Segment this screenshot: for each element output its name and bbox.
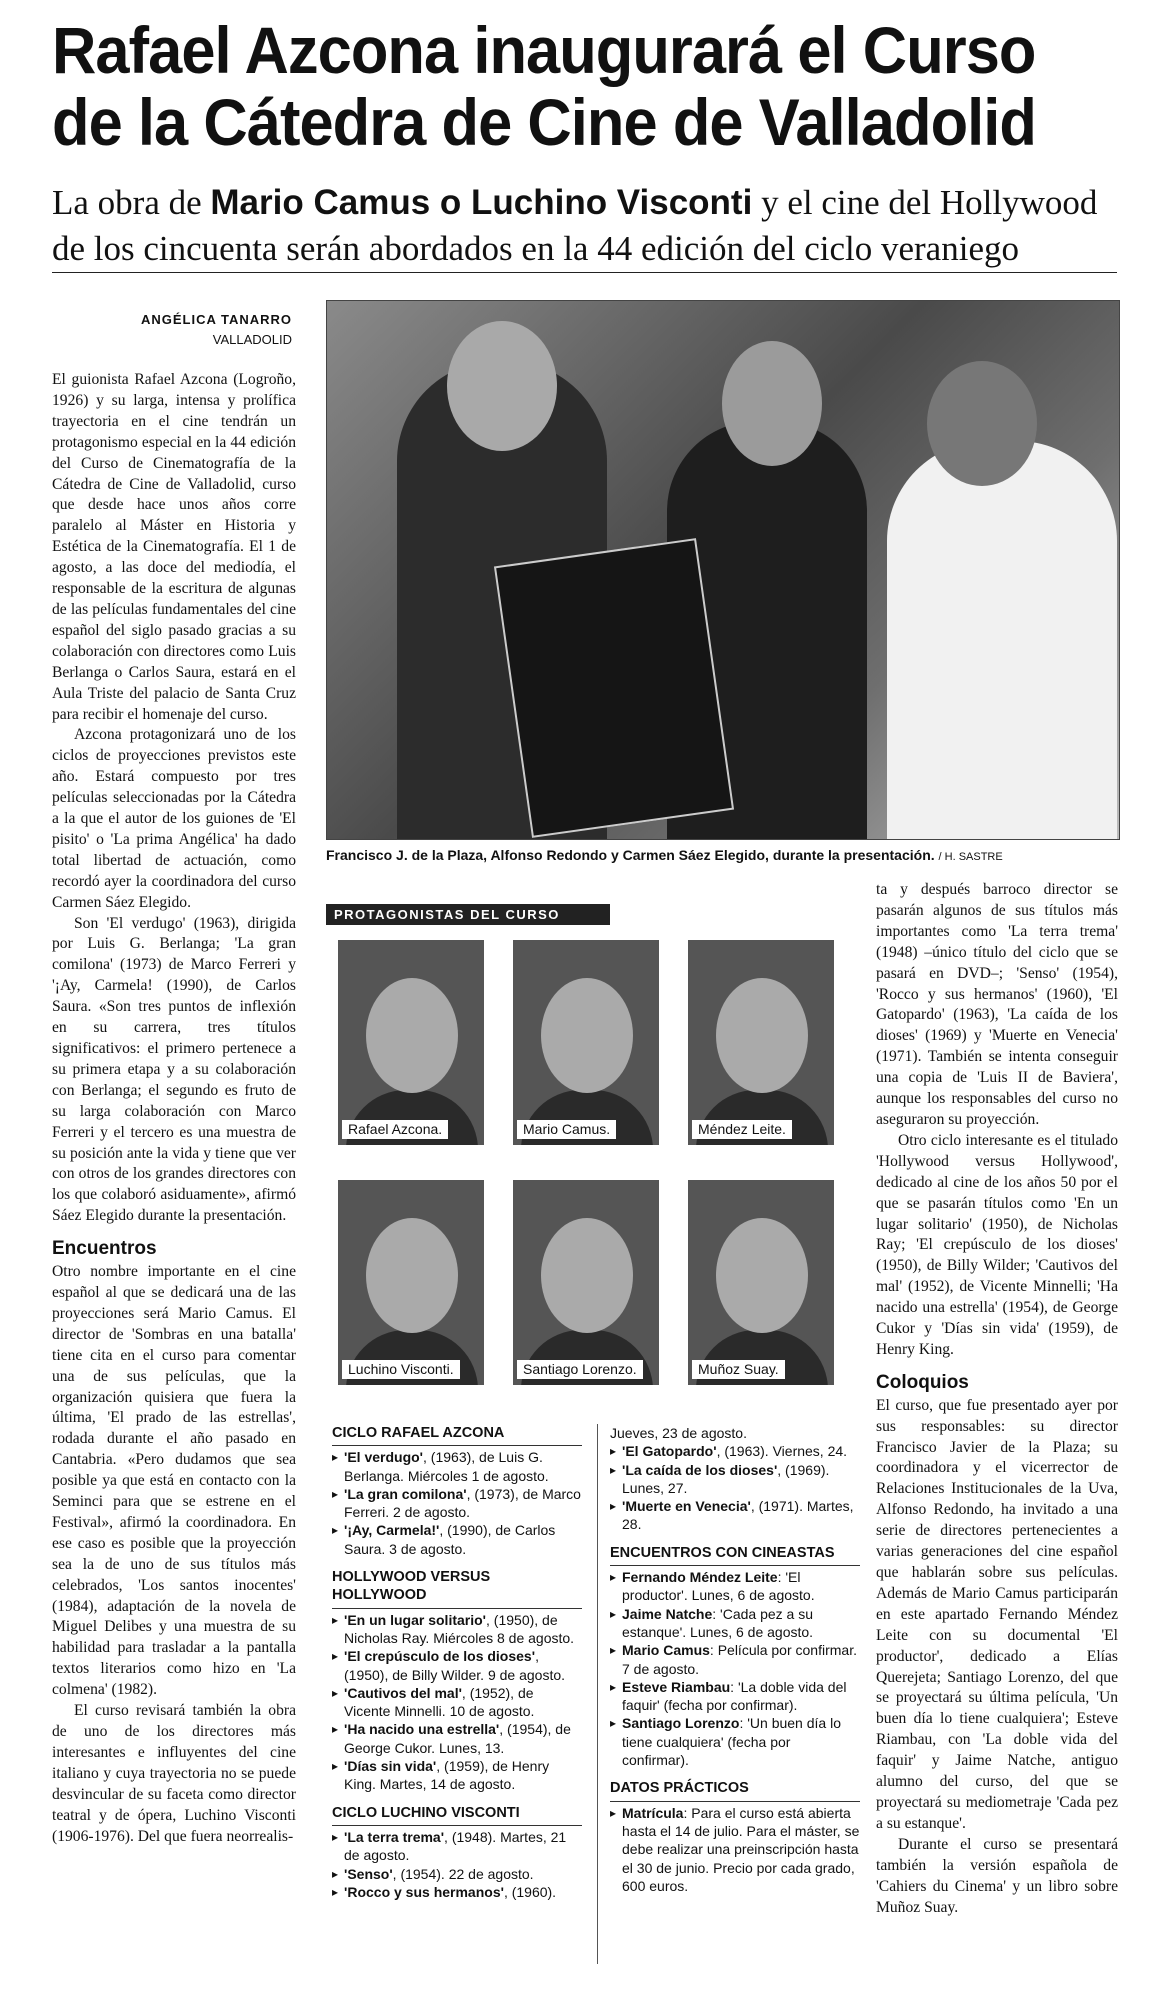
- schedule-item: ▸ '¡Ay, Carmela!', (1990), de Carlos Saura. 3 de agosto.: [332, 1521, 582, 1558]
- schedule-item: ▸ 'La terra trema', (1948). Martes, 21 de agosto.: [332, 1828, 582, 1865]
- section-heading-coloquios: Coloquios: [876, 1371, 969, 1393]
- schedule-item: ▸ 'Muerte en Venecia', (1971). Martes, 28.: [610, 1497, 860, 1534]
- schedule-item: ▸ Jaime Natche: 'Cada pez a su estanque'. Lunes, 6 de agosto.: [610, 1605, 860, 1642]
- article-column-1: [52, 370, 296, 1847]
- schedule-item: ▸ Mario Camus: Película por confirmar. 7 de agosto.: [610, 1641, 860, 1678]
- headline-line-1: Rafael Azcona inaugurará el Curso: [52, 13, 1036, 87]
- portrait-label: Méndez Leite.: [692, 1120, 792, 1139]
- byline-author: ANGÉLICA TANARRO: [140, 312, 292, 327]
- paragraph: Son 'El verdugo' (1963), dirigida por Luis G. Berlanga; 'La gran comilona' (1973) de Marco Ferreri y '¡Ay, Carmela! (1990), de Carlos Saura. «Son tres puntos de inflexión en su carrera, tres títulos significativos: el primero pertenece a su primera etapa y a su colaboración con Berlanga; el segundo es fruto de su larga colaboración con Marco Ferreri y el tercero es una muestra de su posición ante la vida y tiene que ver con otros de los grandes directores con los que colaboró asiduamente», afirmó Sáez Elegido durante la presentación.: [52, 914, 296, 1225]
- section-heading-encuentros: Encuentros: [52, 1238, 157, 1260]
- schedule-item: ▸ Esteve Riambau: 'La doble vida del faquir' (fecha por confirmar).: [610, 1678, 860, 1715]
- headline: [52, 14, 1038, 158]
- portrait-label: Santiago Lorenzo.: [517, 1360, 643, 1379]
- paragraph: El curso revisará también la obra de uno de los directores más interesantes e influyentes del cine italiano y cuya trayectoria no se puede desvincular de su faceta como director teatral y de ópera, Luchino Visconti (1906-1976). Del que fuera neorrealis-: [52, 1702, 296, 1845]
- photo-head-3: [927, 361, 1037, 486]
- schedule-item: ▸ 'La gran comilona', (1973), de Marco Ferreri. 2 de agosto.: [332, 1485, 582, 1522]
- schedule-item: ▸ 'El verdugo', (1963), de Luis G. Berlanga. Miércoles 1 de agosto.: [332, 1448, 582, 1485]
- box-heading-datos: DATOS PRÁCTICOS: [610, 1779, 860, 1801]
- paragraph: Otro nombre importante en el cine español al que se dedicará una de las proyecciones será Mario Camus. El director de 'Sombras en una batalla' tiene cita en el curso para comentar una de sus películas, que la organización quisiera que fuera la última, 'El prado de las estrellas', rodada durante el año pasado en Cantabria. «Pero dudamos que sea posible ya que está en contacto con la Seminci para que se estrene en el Festival», afirmó la coordinadora. En ese caso es posible que la proyección sea la de uno de sus títulos más celebrados, 'Los santos inocentes' (1984), adaptación de la novela de Miguel Delibes y una muestra de su habilidad para trasladar a la pantalla textos literarios como hizo en 'La colmena' (1982).: [52, 1263, 296, 1699]
- schedule-item: ▸ Santiago Lorenzo: 'Un buen día lo tiene cualquiera' (fecha por confirmar).: [610, 1714, 860, 1769]
- box-divider: [597, 1424, 598, 1964]
- article-column-4: [876, 880, 1118, 1918]
- news-photo: [326, 300, 1120, 840]
- box-heading-visconti: CICLO LUCHINO VISCONTI: [332, 1804, 582, 1826]
- paragraph: El guionista Rafael Azcona (Logroño, 1926) y su larga, intensa y prolífica trayectoria en el cine tendrán un protagonismo especial en la 44 edición del Curso de Cinematografía de la Cátedra de Cine de Valladolid, curso que desde hace unos años corre paralelo al Máster en Historia y Estética de la Cinematografía. El 1 de agosto, a las doce del mediodía, el responsable de la escritura de algunas de las películas fundamentales del cine español del siglo pasado gracias a su colaboración con directores como Luis Berlanga o Carlos Saura, estará en el Aula Triste del palacio de Santa Cruz para recibir el homenaje del curso.: [52, 371, 296, 723]
- schedule-item: ▸ 'Senso', (1954). 22 de agosto.: [332, 1865, 582, 1883]
- schedule-item: ▸ 'Cautivos del mal', (1952), de Vicente Minnelli. 10 de agosto.: [332, 1684, 582, 1721]
- subhead-mid: y el cine del Hollywood: [752, 183, 1098, 222]
- schedule-item: ▸ 'Días sin vida', (1959), de Henry King. Martes, 14 de agosto.: [332, 1757, 582, 1794]
- portrait-lorenzo: [513, 1180, 659, 1385]
- subhead-line-2: de los cincuenta serán abordados en la 44 edición del ciclo veraniego: [52, 229, 1019, 268]
- schedule-item: ▸ 'El crepúsculo de los dioses', (1950), de Billy Wilder. 9 de agosto.: [332, 1647, 582, 1684]
- byline-place: VALLADOLID: [212, 332, 292, 347]
- portrait-label: Mario Camus.: [517, 1120, 616, 1139]
- paragraph: El curso, que fue presentado ayer por sus responsables: su director Francisco Javier de la Plaza; su coordinadora y el vicerrector de Relaciones Institucionales de la Uva, Alfonso Redondo, ha invitado a una serie de directores pertenecientes a varias generaciones del cine español que hablarán sobre sus películas. Además de Mario Camus participarán en este apartado Fernando Méndez Leite con su documental 'El productor', dedicado a Elías Querejeta; Santiago Lorenzo, del que se proyectará su última película, 'Un buen día lo tiene cualquiera'; Esteve Riambau, con 'La doble vida del faquir' y Jaime Natche, antiguo alumno del curso, del que se proyectará su mediometraje 'Cada pez a su estanque'.: [876, 1396, 1118, 1832]
- paragraph: Otro ciclo interesante es el titulado 'Hollywood versus Hollywood', dedicado al cine de los años 50 por el que se pasarán títulos como 'En un lugar solitario' (1950), de Nicholas Ray; 'El crepúsculo de los dioses' (1950), de Billy Wilder; 'Cautivos del mal' (1952), de Vicente Minnelli; 'Ha nacido una estrella' (1954), de George Cukor y 'Días sin vida' (1959), de Henry King.: [876, 1131, 1118, 1358]
- headline-rule: [52, 272, 1117, 273]
- schedule-lead: Jueves, 23 de agosto.: [610, 1425, 747, 1441]
- subheadline: [52, 180, 1112, 272]
- schedule-item: ▸ Fernando Méndez Leite: 'El productor'. Lunes, 6 de agosto.: [610, 1568, 860, 1605]
- box-heading-hollywood: HOLLYWOOD VERSUS HOLLYWOOD: [332, 1568, 582, 1609]
- box-heading-encuentros: ENCUENTROS CON CINEASTAS: [610, 1544, 860, 1566]
- caption-credit: / H. SASTRE: [938, 851, 1003, 863]
- paragraph: Azcona protagonizará uno de los ciclos de proyecciones previstos este año. Estará compuesto por tres películas seleccionadas por la Cátedra a la que el autor de los guiones de 'El pisito' o 'La prima Angélica' ha dado total libertad de actuación, como recordó ayer la coordinadora del curso Carmen Sáez Elegido.: [52, 726, 296, 911]
- portrait-munoz-suay: [688, 1180, 834, 1385]
- paragraph: ta y después barroco director se pasarán algunos de sus títulos más importantes como 'La terra trema' (1948) –único título del ciclo que se pasará en DVD–; 'Senso' (1954), 'Rocco y sus hermanos' (1960), 'El Gatopardo' (1963), 'La caída de los dioses' (1969) y 'Muerte en Venecia' (1971). También se intenta conseguir una copia de 'Luis II de Baviera', aunque los responsables del curso no aseguraron su proyección.: [876, 881, 1118, 1128]
- box-heading-azcona: CICLO RAFAEL AZCONA: [332, 1424, 582, 1446]
- portrait-label: Muñoz Suay.: [692, 1360, 785, 1379]
- subhead-bold: Mario Camus o Luchino Visconti: [210, 183, 753, 222]
- portrait-azcona: [338, 940, 484, 1145]
- schedule-item: ▸ 'El Gatopardo', (1963). Viernes, 24.: [610, 1442, 860, 1460]
- protagonistas-title: PROTAGONISTAS DEL CURSO: [326, 904, 610, 925]
- portrait-label: Rafael Azcona.: [342, 1120, 448, 1139]
- schedule-column-a: [332, 1424, 582, 1901]
- photo-head-2: [722, 341, 822, 466]
- byline: [52, 310, 292, 350]
- paragraph: Durante el curso se presentará también la versión española de 'Cahiers du Cinema' y un libro sobre Muñoz Suay.: [876, 1835, 1118, 1916]
- headline-line-2: de la Cátedra de Cine de Valladolid: [52, 85, 1036, 159]
- portrait-camus: [513, 940, 659, 1145]
- portrait-label: Luchino Visconti.: [342, 1360, 460, 1379]
- schedule-item: ▸ 'En un lugar solitario', (1950), de Nicholas Ray. Miércoles 8 de agosto.: [332, 1611, 582, 1648]
- subhead-pre: La obra de: [52, 183, 211, 222]
- schedule-item: ▸ 'Ha nacido una estrella', (1954), de George Cukor. Lunes, 13.: [332, 1720, 582, 1757]
- portrait-visconti: [338, 1180, 484, 1385]
- photo-head-1: [447, 321, 557, 451]
- schedule-item: ▸ 'Rocco y sus hermanos', (1960).: [332, 1883, 582, 1901]
- photo-poster: [494, 538, 734, 838]
- schedule-column-b: [610, 1424, 860, 1895]
- photo-caption: [326, 846, 1126, 866]
- schedule-item: ▸ Matrícula: Para el curso está abierta hasta el 14 de julio. Para el máster, se debe realizar una preinscripción hasta el 30 de junio. Precio por cada grado, 600 euros.: [610, 1804, 860, 1895]
- schedule-item: ▸ 'La caída de los dioses', (1969). Lunes, 27.: [610, 1461, 860, 1498]
- caption-text: Francisco J. de la Plaza, Alfonso Redondo y Carmen Sáez Elegido, durante la presentación.: [326, 847, 935, 863]
- photo-figure-3: [887, 441, 1117, 839]
- portrait-mendez-leite: [688, 940, 834, 1145]
